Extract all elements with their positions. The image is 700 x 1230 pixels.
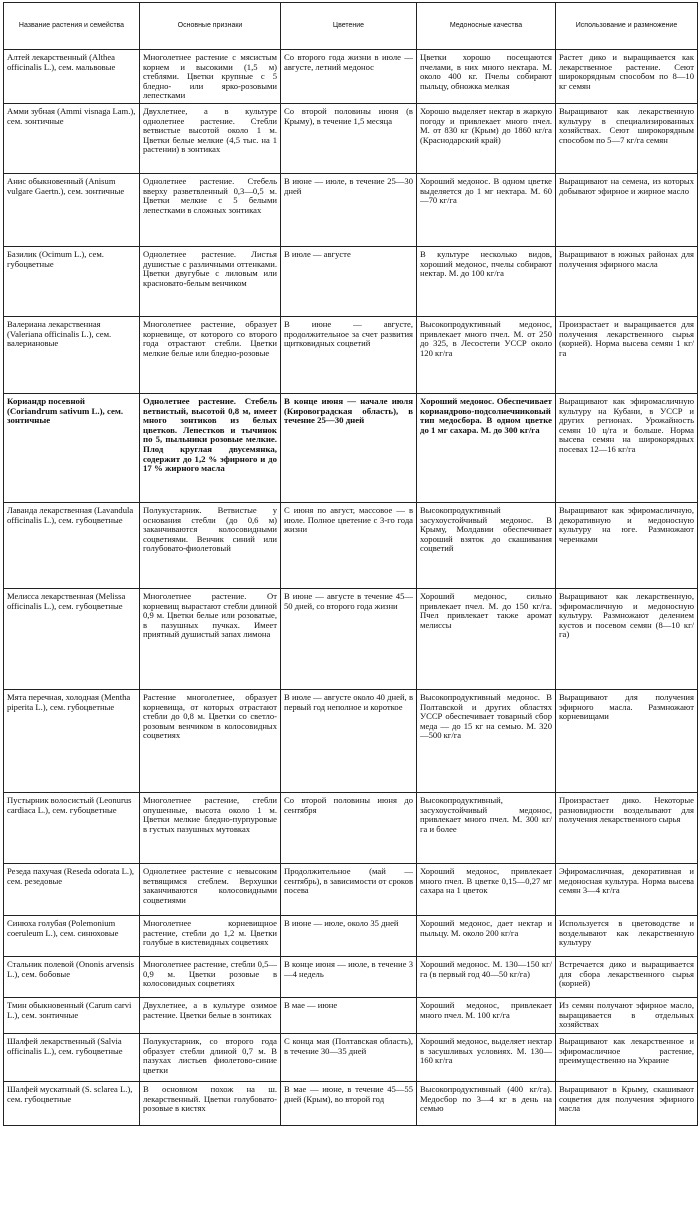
cell-honey-qualities: Хороший медонос, привлекает много пчел. М. 100 кг/га	[417, 997, 556, 1033]
cell-main-features: Многолетнее растение, образует корневище, от которого со второго года отрастают стебли. Цветки мелкие белые или бледно-розовые	[140, 316, 281, 393]
cell-use-propagation: Эфиромасличная, декоративная и медоносная культура. Норма высева семян 3—4 кг/га	[556, 863, 698, 915]
table-row	[4, 246, 698, 316]
table-body	[4, 50, 698, 1126]
cell-main-features: Полукустарник, со второго года образует стебли длиной 0,7 м. В пазухах листьев фиолетово-синие цветки	[140, 1033, 281, 1081]
table-header-row	[4, 3, 698, 50]
table-row	[4, 502, 698, 588]
header-use-propagation: Использование и размножение	[556, 3, 698, 50]
cell-plant-name: Шалфей мускатный (S. sclarea L.), сем. губоцветные	[4, 1081, 140, 1125]
cell-flowering: В июне — июле, в течение 25—30 дней	[281, 173, 417, 246]
cell-use-propagation: Выращивают в Крыму, скашивают соцветия для получения эфирного масла	[556, 1081, 698, 1125]
cell-honey-qualities: Высокопродуктивный (400 кг/га). Медосбор по 3—4 кг в день на семью	[417, 1081, 556, 1125]
table-row	[4, 792, 698, 863]
cell-use-propagation: Выращивают как лекарственное и эфиромасличное растение, преимущественно на Украине	[556, 1033, 698, 1081]
table-row	[4, 1033, 698, 1081]
cell-honey-qualities: Хороший медонос, привлекает много пчел. В цветке 0,15—0,27 мг сахара на 1 цветок	[417, 863, 556, 915]
cell-main-features: Многолетнее растение с мясистым корнем и высокими (1,5 м) стеблями. Цветки крупные с 5 бледно- или ярко-розовыми лепестками	[140, 50, 281, 104]
honey-plants-table	[3, 2, 698, 1126]
table-row	[4, 393, 698, 502]
cell-main-features: Растение многолетнее, образует корневища, от которых отрастают стебли до 0,8 м. Цветки со светло-розовым венчиком в колосовидных соцветиях	[140, 689, 281, 792]
cell-honey-qualities: Хороший медонос. В одном цветке выделяется до 1 мг нектара. М. 60—70 кг/га	[417, 173, 556, 246]
cell-main-features: Полукустарник. Ветвистые у основания стебли (до 0,6 м) заканчиваются колосовидными соцветиями. Венчик синий или голубовато-фиолетовый	[140, 502, 281, 588]
table-row	[4, 915, 698, 956]
cell-honey-qualities: Высокопродуктивный медонос. В Полтавской и других областях УССР обеспечивает товарный сбор меда — до 15 кг на семью. М. 320—500 кг/га	[417, 689, 556, 792]
table-row	[4, 956, 698, 997]
table-row	[4, 173, 698, 246]
table-row	[4, 689, 698, 792]
cell-flowering: В мае — июне	[281, 997, 417, 1033]
cell-plant-name: Базилик (Ocimum L.), сем. губоцветные	[4, 246, 140, 316]
cell-plant-name: Стальник полевой (Ononis arvensis L.), сем. бобовые	[4, 956, 140, 997]
cell-honey-qualities: Цветки хорошо посещаются пчелами, в них много нектара. М. около 400 кг. Пчелы собирают пыльцу, обножка мелкая	[417, 50, 556, 104]
cell-flowering: В конце июня — начале июля (Кировоградская область), в течение 25—30 дней	[281, 393, 417, 502]
cell-main-features: Однолетнее растение. Стебель вверху разветвленный 0,3—0,5 м. Цветки мелкие с 5 белыми лепестками в сложных зонтиках	[140, 173, 281, 246]
cell-flowering: С конца мая (Полтавская область), в течение 30—35 дней	[281, 1033, 417, 1081]
cell-plant-name: Амми зубная (Ammi visnaga Lam.), сем. зонтичные	[4, 103, 140, 173]
header-flowering: Цветение	[281, 3, 417, 50]
header-honey-qualities: Медоносные качества	[417, 3, 556, 50]
cell-main-features: Однолетнее растение. Листья душистые с различными оттенками. Цветки двугубые с лиловым или красновато-белым венчиком	[140, 246, 281, 316]
cell-use-propagation: Выращивают как лекарственную, эфиромасличную и медоносную культуру. Размножают делением кустов и посевом семян (8—10 кг/га)	[556, 588, 698, 689]
cell-use-propagation: Произрастает дико. Некоторые разновидности возделывают для получения лекарственного сырья	[556, 792, 698, 863]
cell-plant-name: Кориандр посевной (Coriandrum sativum L.), сем. зонтичные	[4, 393, 140, 502]
cell-use-propagation: Встречается дико и выращивается для сбора лекарственного сырья (корней)	[556, 956, 698, 997]
cell-flowering: В конце июня — июле, в течение 3—4 недель	[281, 956, 417, 997]
cell-use-propagation: Выращивают как эфиромасличную культуру на Кубани, в УССР и других регионах. Урожайность семян 10 ц/га и больше. Норма высева семян на широкорядных посевах 12—16 кг/га	[556, 393, 698, 502]
cell-main-features: Двухлетнее, а в культуре однолетнее растение. Стебли ветвистые высотой около 1 м. Цветки белые мелкие (4,5 тыс. на 1 растении) в зонтиках	[140, 103, 281, 173]
cell-plant-name: Синюха голубая (Polemonium coeruleum L.), сем. синюховые	[4, 915, 140, 956]
cell-honey-qualities: В культуре несколько видов, хороший медонос, пчелы собирают нектар. М. до 100 кг/га	[417, 246, 556, 316]
cell-plant-name: Валериана лекарственная (Valeriana officinalis L.), сем. валериановые	[4, 316, 140, 393]
cell-use-propagation: Растет дико и выращивается как лекарственное растение. Сеют широкорядным способом по 8—10 кг семян	[556, 50, 698, 104]
table-row	[4, 863, 698, 915]
cell-flowering: С июня по август, массовое — в июле. Полное цветение с 3-го года жизни	[281, 502, 417, 588]
table-row	[4, 103, 698, 173]
cell-flowering: Со второй половины июня (в Крыму), в течение 1,5 месяца	[281, 103, 417, 173]
cell-use-propagation: Выращивают на семена, из которых добывают эфирное и жирное масло	[556, 173, 698, 246]
cell-flowering: В июне — августе в течение 45—50 дней, со второго года жизни	[281, 588, 417, 689]
cell-honey-qualities: Высокопродуктивный засухоустойчивый медонос. В Крыму, Молдавии обеспечивает хороший взяток до скашивания соцветий	[417, 502, 556, 588]
table-row	[4, 50, 698, 104]
cell-use-propagation: Выращивают в южных районах для получения эфирного масла	[556, 246, 698, 316]
cell-flowering: В мае — июне, в течение 45—55 дней (Крым), во второй год	[281, 1081, 417, 1125]
cell-main-features: Многолетнее растение. От корневищ вырастают стебли длиной 0,9 м. Цветки белые или розоватые, в пазушных пучках. Имеет приятный душистый запах лимона	[140, 588, 281, 689]
cell-honey-qualities: Хороший медонос. Обеспечивает кориандрово-подсолнечниковый тип медосбора. В одном цветке до 1 мг сахара. М. до 300 кг/га	[417, 393, 556, 502]
cell-flowering: В июле — августе около 40 дней, в первый год неполное и короткое	[281, 689, 417, 792]
cell-main-features: Многолетнее корневищное растение, стебли до 1,2 м. Цветки голубые в кистевидных соцветиях	[140, 915, 281, 956]
cell-plant-name: Алтей лекарственный (Althea officinalis L.), сем. мальвовые	[4, 50, 140, 104]
cell-honey-qualities: Хорошо выделяет нектар в жаркую погоду и привлекает много пчел. М. от 830 кг (Крым) до 1860 кг/га (Краснодарский край)	[417, 103, 556, 173]
cell-plant-name: Резеда пахучая (Reseda odorata L.), сем. резедовые	[4, 863, 140, 915]
cell-flowering: В июне — августе, продолжительное за счет развития щитковидных соцветий	[281, 316, 417, 393]
cell-honey-qualities: Хороший медонос, сильно привлекает пчел. М. до 150 кг/га. Пчел привлекает также аромат мелиссы	[417, 588, 556, 689]
cell-use-propagation: Выращивают как лекарственную культуру в специализированных хозяйствах. Сеют широкорядным способом по 5—7 кг/га семян	[556, 103, 698, 173]
cell-plant-name: Шалфей лекарственный (Salvia officinalis L.), сем. губоцветные	[4, 1033, 140, 1081]
cell-honey-qualities: Хороший медонос, дает нектар и пыльцу. М. около 200 кг/га	[417, 915, 556, 956]
cell-plant-name: Тмин обыкновенный (Carum carvi L.), сем. зонтичные	[4, 997, 140, 1033]
cell-flowering: Со второй половины июня до сентября	[281, 792, 417, 863]
table-row	[4, 316, 698, 393]
cell-plant-name: Мята перечная, холодная (Mentha piperita L.), сем. губоцветные	[4, 689, 140, 792]
cell-flowering: В июле — августе	[281, 246, 417, 316]
cell-main-features: Многолетнее растение, стебли опушенные, высота около 1 м. Цветки мелкие бледно-пурпуровые в густых пазушных мутовках	[140, 792, 281, 863]
cell-plant-name: Мелисса лекарственная (Melissa officinalis L.), сем. губоцветные	[4, 588, 140, 689]
cell-plant-name: Анис обыкновенный (Anisum vulgare Gaertn.), сем. зонтичные	[4, 173, 140, 246]
cell-flowering: Продолжительное (май — сентябрь), в зависимости от сроков посева	[281, 863, 417, 915]
cell-use-propagation: Произрастает и выращивается для получения лекарственного сырья (корней). Норма высева семян 1 кг/га	[556, 316, 698, 393]
cell-flowering: В июне — июле, около 35 дней	[281, 915, 417, 956]
table-row	[4, 1081, 698, 1125]
cell-honey-qualities: Высокопродуктивный медонос, привлекает много пчел. М. от 250 до 325, в Лесостепи УССР около 120 кг/га	[417, 316, 556, 393]
cell-main-features: Двухлетнее, а в культуре озимое растение. Цветки белые в зонтиках	[140, 997, 281, 1033]
cell-use-propagation: Выращивают как эфиромасличную, декоративную и медоносную культуру на юге. Размножают черенками	[556, 502, 698, 588]
cell-main-features: Однолетнее растение с невысоким ветвящимся стеблем. Верхушки заканчиваются колосовидными соцветиями	[140, 863, 281, 915]
table-row	[4, 588, 698, 689]
cell-honey-qualities: Хороший медонос, выделяет нектар в засушливых условиях. М. 130—160 кг/га	[417, 1033, 556, 1081]
header-plant-name: Название растения и семейства	[4, 3, 140, 50]
cell-main-features: Многолетнее растение, стебли 0,5—0,9 м. Цветки розовые в колосовидных соцветиях	[140, 956, 281, 997]
cell-honey-qualities: Высокопродуктивный, засухоустойчивый медонос, привлекает много пчел. М. 300 кг/га и более	[417, 792, 556, 863]
cell-main-features: В основном похож на ш. лекарственный. Цветки голубовато-розовые в кистях	[140, 1081, 281, 1125]
table-row	[4, 997, 698, 1033]
cell-honey-qualities: Хороший медонос. М. 130—150 кг/га (в первый год 40—50 кг/га)	[417, 956, 556, 997]
cell-use-propagation: Из семян получают эфирное масло, выращивается в отдельных хозяйствах	[556, 997, 698, 1033]
cell-use-propagation: Выращивают для получения эфирного масла. Размножают корневищами	[556, 689, 698, 792]
cell-use-propagation: Используется в цветоводстве и возделывают как лекарственную культуру	[556, 915, 698, 956]
cell-main-features: Однолетнее растение. Стебель ветвистый, высотой 0,8 м, имеет много зонтиков из белых цветков. Лепестков и тычинок по 5, пыльники розовые мелкие. Плод круглая двусемянка, содержит до 1,2 % эфирного и до 17 % жирного масла	[140, 393, 281, 502]
header-main-features: Основные признаки	[140, 3, 281, 50]
cell-plant-name: Пустырник волосистый (Leonurus cardiaca L.), сем. губоцветные	[4, 792, 140, 863]
cell-flowering: Со второго года жизни в июле — августе, летний медонос	[281, 50, 417, 104]
cell-plant-name: Лаванда лекарственная (Lavandula officinalis L.), сем. губоцветные	[4, 502, 140, 588]
